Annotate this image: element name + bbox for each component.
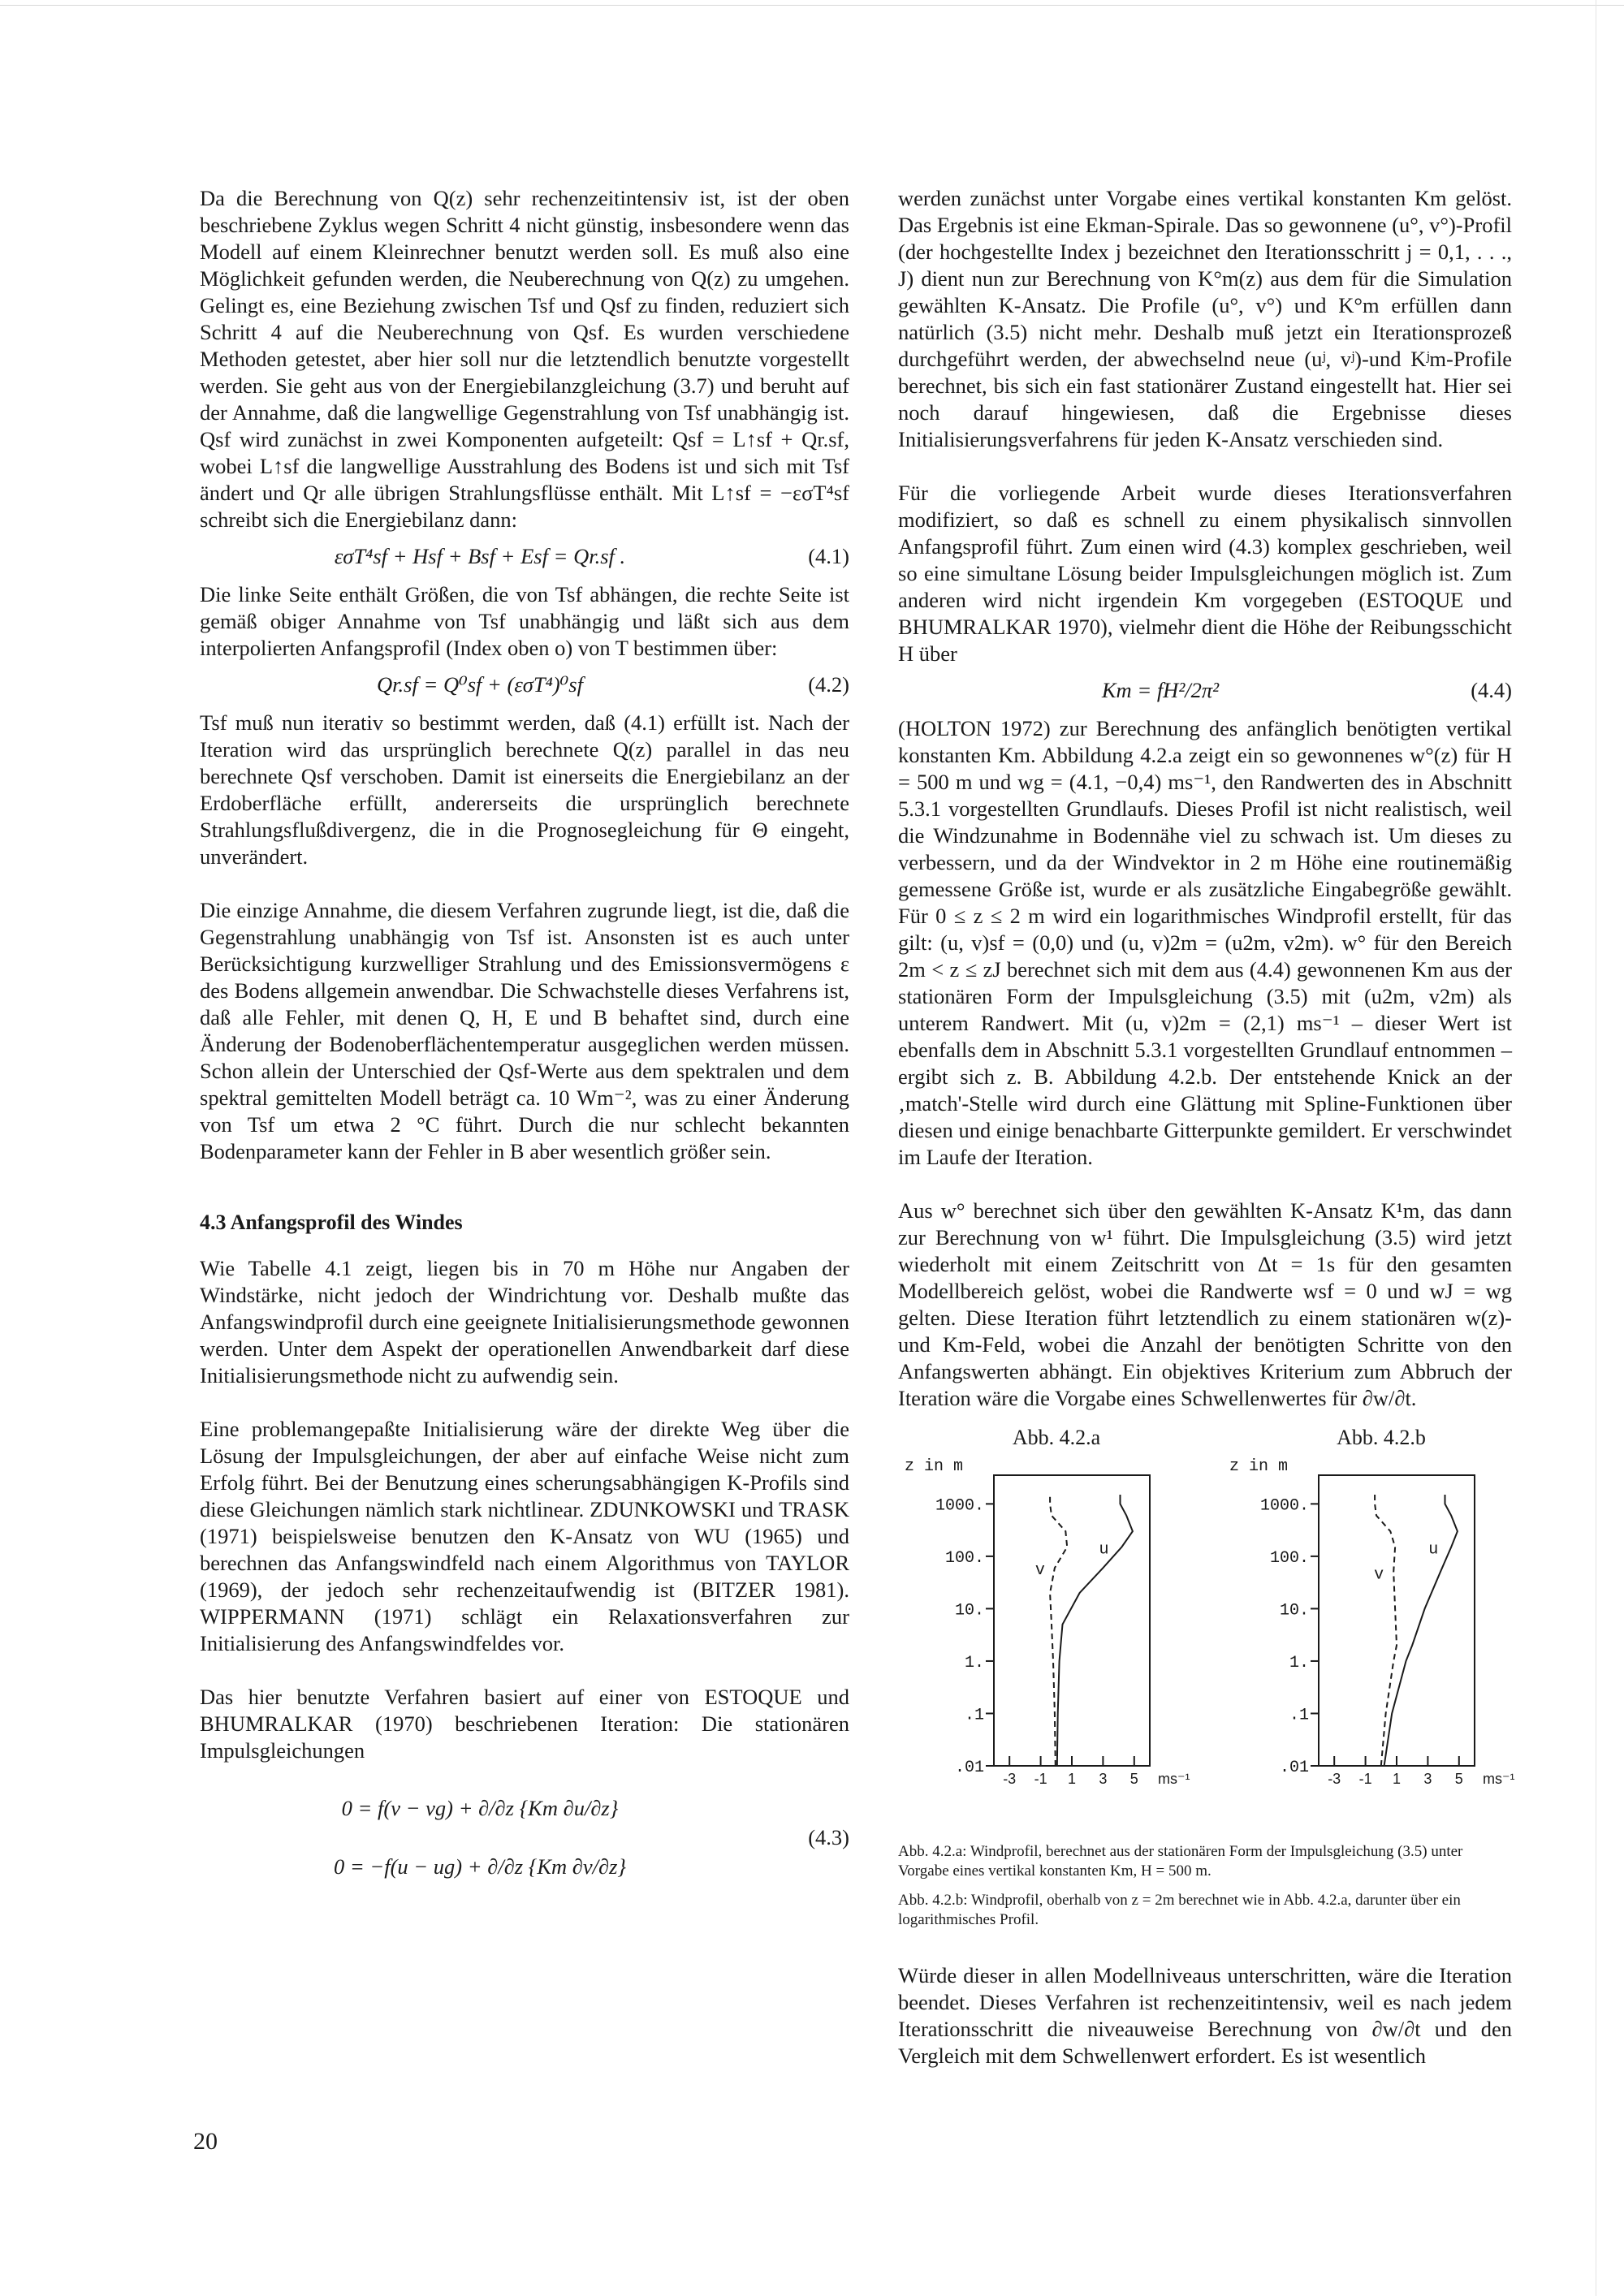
y-tick-label: 1000. bbox=[935, 1496, 984, 1516]
x-tick-label: 3 bbox=[1099, 1771, 1108, 1787]
series-label-u: u bbox=[1099, 1540, 1109, 1560]
x-tick-label: 1 bbox=[1067, 1771, 1077, 1787]
x-tick-label: -1 bbox=[1034, 1771, 1047, 1787]
y-tick-label: 100. bbox=[944, 1548, 984, 1568]
equation-number: (4.4) bbox=[1471, 678, 1512, 702]
scan-edge-top bbox=[0, 5, 1624, 6]
chart-abb-4-2-a bbox=[898, 1417, 1223, 1839]
x-tick-label: -1 bbox=[1358, 1771, 1372, 1787]
x-axis-unit: ms⁻¹ bbox=[1158, 1771, 1190, 1787]
plot-frame bbox=[994, 1475, 1150, 1766]
equation-line-1: 0 = f(v − vg) + ∂/∂z {Km ∂u/∂z} bbox=[341, 1796, 619, 1820]
series-line-v bbox=[1050, 1495, 1067, 1766]
equation-4-1 bbox=[200, 543, 849, 570]
page-number: 20 bbox=[193, 2128, 218, 2155]
x-tick-label: 1 bbox=[1392, 1771, 1402, 1787]
y-axis-label: z in m bbox=[1229, 1457, 1289, 1476]
y-tick-label: 1. bbox=[1289, 1653, 1309, 1672]
paragraph: Aus w° berechnet sich über den gewählten K-Ansatz K¹m, das dann zur Berechnung von w¹ führt. Die Impulsgleichung (3.5) wird jetzt wiederholt mit einem Zeitschritt von Δt = 1s für den gesamten Modellbereich gelöst, wobei die Randwerte wsf = 0 und wJ = wg gelten. Diese Iteration führt letztendlich zu einem stationären w(z)- und Km-Feld, wobei die Anzahl der benötigten Schritte von den Anfangswerten abhängt. Ein objektives Kriterium zum Abbruch der Iteration wäre die Vorgabe eines Schwellenwertes für ∂w/∂t. bbox=[898, 1198, 1512, 1410]
paragraph: werden zunächst unter Vorgabe eines vertikal konstanten Km gelöst. Das Ergebnis ist eine Ekman-Spirale. Das so gewonnene (u°, v°)-Profil (der hochgestellte Index j bezeichnet den Iterationsschritt j = 0,1, . . ., J) dient nun zur Berechnung von K°m(z) aus dem für die Simulation gewählten K-Ansatz. Die Profile (u°, v°) und K°m erfüllen dann natürlich (3.5) nicht mehr. Deshalb muß jetzt ein Iterationsprozeß durchgeführt werden, der abwechselnd neue (uʲ, vʲ)-und Kʲm-Profile berechnet, bis sich ein fast stationärer Zustand eingestellt hat. Hier sei noch darauf hingewiesen, daß die Ergebnisse dieses Initialisierungsverfahrens für jeden K-Ansatz verschieden sind. bbox=[898, 186, 1512, 451]
x-tick-label: 5 bbox=[1129, 1771, 1138, 1787]
x-tick-label: -3 bbox=[1003, 1771, 1017, 1787]
y-tick-label: .01 bbox=[1279, 1759, 1309, 1777]
series-label-u: u bbox=[1428, 1540, 1439, 1560]
left-column bbox=[200, 185, 849, 1901]
right-column bbox=[898, 185, 1515, 2069]
x-axis-unit: ms⁻¹ bbox=[1483, 1771, 1515, 1787]
paragraph: Die linke Seite enthält Größen, die von Tsf abhängen, die rechte Seite ist gemäß obiger Annahme von Tsf unabhängig und läßt sich aus dem interpolierten Anfangsprofil (Index oben o) von T bestimmen über: bbox=[200, 582, 849, 660]
y-tick-label: 10. bbox=[954, 1601, 984, 1621]
paragraph: Da die Berechnung von Q(z) sehr rechenzeitintensiv ist, ist der oben beschriebene Zyklus wegen Schritt 4 nicht günstig, insbesondere wenn das Modell auf einem Kleinrechner benutzt werden soll. Es muß also eine Möglichkeit gefunden werden, die Neuberechnung von Q(z) zu umgehen. Gelingt es, eine Beziehung zwischen Tsf und Qsf zu finden, reduziert sich Schritt 4 auf die Neuberechnung von Qsf. Es wurden verschiedene Methoden getestet, aber hier soll nur die letztendlich benutzte vorgestellt werden. Sie geht aus von der Energiebilanzgleichung (3.7) und beruht auf der Annahme, daß die langwellige Gegenstrahlung von Tsf unabhängig ist. Qsf wird zunächst in zwei Komponenten aufgeteilt: Qsf = L↑sf + Qr.sf, wobei L↑sf die langwellige Ausstrahlung des Bodens ist und sich mit Tsf ändert und Qr alle übrigen Strahlungsflüsse enthält. Mit L↑sf = −εσT⁴sf schreibt sich die Energiebilanz dann: bbox=[200, 186, 849, 532]
paragraph: Eine problemangepaßte Initialisierung wäre der direkte Weg über die Lösung der Impulsgleichungen, der aber auf einfache Weise nicht zum Erfolg führt. Bei der Benutzung eines scherungsabhängigen K-Profils sind diese Gleichungen nämlich stark nichtlinear. ZDUNKOWSKI und TRASK (1971) beispielsweise benutzen den K-Ansatz von WU (1965) und berechnen das Anfangswindfeld nach einem Algorithmus von TAYLOR (1969), der jedoch sehr rechenzeitaufwendig ist (BITZER 1981). WIPPERMANN (1971) schlägt ein Relaxationsverfahren zur Initialisierung des Anfangswindfeldes vor. bbox=[200, 1417, 849, 1655]
paragraph: Die einzige Annahme, die diesem Verfahren zugrunde liegt, ist die, daß die Gegenstrahlung unabhängig von Tsf ist. Ansonsten ist es auch unter Berücksichtigung kurzwelliger Strahlung und des Emissionsvermögens ε des Bodens allgemein anwendbar. Die Schwachstelle dieses Verfahrens ist, daß alle Fehler, mit denen Q, H, E und B behaftet sind, durch eine Änderung der Bodenoberflächentemperatur ausgeglichen werden müssen. Schon allein der Unterschied der Qsf-Werte aus dem spektralen und dem spektral gemittelten Modell beträgt ca. 10 Wm⁻², was zu einer Änderung von Tsf um etwa 2 °C führt. Durch die nur schlecht bekannten Bodenparameter kann der Fehler in B aber wesentlich größer sein. bbox=[200, 898, 849, 1163]
chart-abb-4-2-b bbox=[1223, 1417, 1548, 1839]
plot-frame bbox=[1319, 1475, 1475, 1766]
equation-4-2 bbox=[200, 671, 849, 698]
series-line-u bbox=[1384, 1495, 1458, 1766]
equation-number: (4.3) bbox=[808, 1824, 849, 1849]
figure-caption-b: Abb. 4.2.b: Windprofil, oberhalb von z = 2m berechnet wie in Abb. 4.2.a, darunter über ein logarithmisches Profil. bbox=[898, 1892, 1461, 1928]
section-heading: 4.3 Anfangsprofil des Windes bbox=[200, 1211, 463, 1234]
y-tick-label: .01 bbox=[954, 1759, 984, 1777]
y-tick-label: .1 bbox=[1289, 1706, 1309, 1725]
series-line-u bbox=[1057, 1495, 1133, 1766]
x-tick-label: -3 bbox=[1328, 1771, 1341, 1787]
y-axis-label: z in m bbox=[905, 1457, 964, 1476]
equation-line-2: 0 = −f(u − ug) + ∂/∂z {Km ∂v/∂z} bbox=[333, 1854, 627, 1879]
paragraph: (HOLTON 1972) zur Berechnung des anfänglich benötigten vertikal konstanten Km. Abbildung 4.2.a zeigt ein so gewonnenes w°(z) für H = 500 m und wg = (4.1, −0,4) ms⁻¹, den Randwerten des in Abschnitt 5.3.1 vorgestellten Grundlaufs. Dieses Profil ist nicht realistisch, weil die Windzunahme in Bodennähe viel zu schwach ist. Um dieses zu verbessern, und da der Windvektor in 2 m Höhe eine routinemäßig gemessene Größe ist, wurde er als zusätzliche Eingabegröße gewählt. Für 0 ≤ z ≤ 2 m wird ein logarithmisches Windprofil erstellt, für das gilt: (u, v)sf = (0,0) und (u, v)2m = (u2m, v2m). w° für den Bereich 2m < z ≤ zJ berechnet sich mit dem aus (4.4) gewonnenen Km aus der stationären Form der Impulsgleichung (3.5) mit (u2m, v2m) als unterem Randwert. Mit (u, v)2m = (2,1) ms⁻¹ – dieser Wert ist ebenfalls dem in Abschnitt 5.3.1 vorgestellten Grundlauf entnommen – ergibt sich z. B. Abbildung 4.2.b. Der entstehende Knick an der ‚match'-Stelle wird durch eine Glättung mit Spline-Funktionen über diesen und einige benachbarte Gitterpunkte gemildert. Er verschwindet im Laufe der Iteration. bbox=[898, 716, 1512, 1169]
equation-body: Km = fH²/2π² bbox=[1101, 678, 1220, 702]
equation-number: (4.2) bbox=[808, 672, 849, 697]
series-line-v bbox=[1375, 1495, 1397, 1766]
y-tick-label: 100. bbox=[1269, 1548, 1309, 1568]
series-label-v: v bbox=[1034, 1561, 1045, 1581]
y-tick-label: 1000. bbox=[1259, 1496, 1309, 1516]
equation-4-4 bbox=[898, 677, 1512, 704]
y-tick-label: .1 bbox=[964, 1706, 984, 1725]
x-tick-label: 3 bbox=[1423, 1771, 1432, 1787]
paragraph: Tsf muß nun iterativ so bestimmt werden, daß (4.1) erfüllt ist. Nach der Iteration wird das ursprünglich berechnete Q(z) parallel in das neu berechnete Qsf verschoben. Damit ist einerseits die Energiebilanz an der Erdoberfläche erfüllt, andererseits die ursprünglich berechnete Strahlungsflußdivergenz, die in die Prognosegleichung für Θ eingeht, unverändert. bbox=[200, 710, 849, 869]
x-tick-label: 5 bbox=[1454, 1771, 1463, 1787]
chart-title: Abb. 4.2.b bbox=[1337, 1426, 1426, 1449]
equation-4-3 bbox=[200, 1779, 849, 1896]
figure-group bbox=[898, 1417, 1515, 1839]
chart-title: Abb. 4.2.a bbox=[1012, 1426, 1101, 1449]
y-tick-label: 1. bbox=[964, 1653, 984, 1672]
paragraph: Das hier benutzte Verfahren basiert auf einer von ESTOQUE und BHUMRALKAR (1970) beschriebenen Iteration: Die stationären Impulsgleichungen bbox=[200, 1685, 849, 1763]
equation-number: (4.1) bbox=[808, 544, 849, 568]
equation-body: εσT⁴sf + Hsf + Bsf + Esf = Qr.sf . bbox=[334, 544, 626, 568]
series-label-v: v bbox=[1374, 1565, 1384, 1585]
y-tick-label: 10. bbox=[1279, 1601, 1309, 1621]
paragraph: Für die vorliegende Arbeit wurde dieses Iterationsverfahren modifiziert, so daß es schnell zu einem physikalisch sinnvollen Anfangsprofil führt. Zum einen wird (4.3) komplex geschrieben, weil so eine simultane Lösung beider Impulsgleichungen möglich ist. Zum anderen wird nicht irgendein Km vorgegeben (ESTOQUE und BHUMRALKAR 1970), vielmehr dient die Höhe der Reibungsschicht H über bbox=[898, 481, 1512, 666]
figure-caption-a: Abb. 4.2.a: Windprofil, berechnet aus der stationären Form der Impulsgleichung (3.5) unter Vorgabe eines vertikal konstanten Km, H = 500 m. bbox=[898, 1843, 1463, 1880]
paragraph: Wie Tabelle 4.1 zeigt, liegen bis in 70 m Höhe nur Angaben der Windstärke, nicht jedoch der Windrichtung vor. Deshalb mußte das Anfangswindprofil durch eine geeignete Initialisierungsmethode gewonnen werden. Unter dem Aspekt der operationellen Anwendbarkeit darf diese Initialisierungsmethode nicht zu aufwendig sein. bbox=[200, 1256, 849, 1388]
equation-body: Qr.sf = Q⁰sf + (εσT⁴)⁰sf bbox=[377, 672, 583, 697]
paragraph: Würde dieser in allen Modellniveaus unterschritten, wäre die Iteration beendet. Dieses Verfahren ist rechenzeitintensiv, weil es nach jedem Iterationsschritt die niveauweise Berechnung von ∂w/∂t und den Vergleich mit dem Schwellenwert erfordert. Es ist wesentlich bbox=[898, 1963, 1512, 2068]
